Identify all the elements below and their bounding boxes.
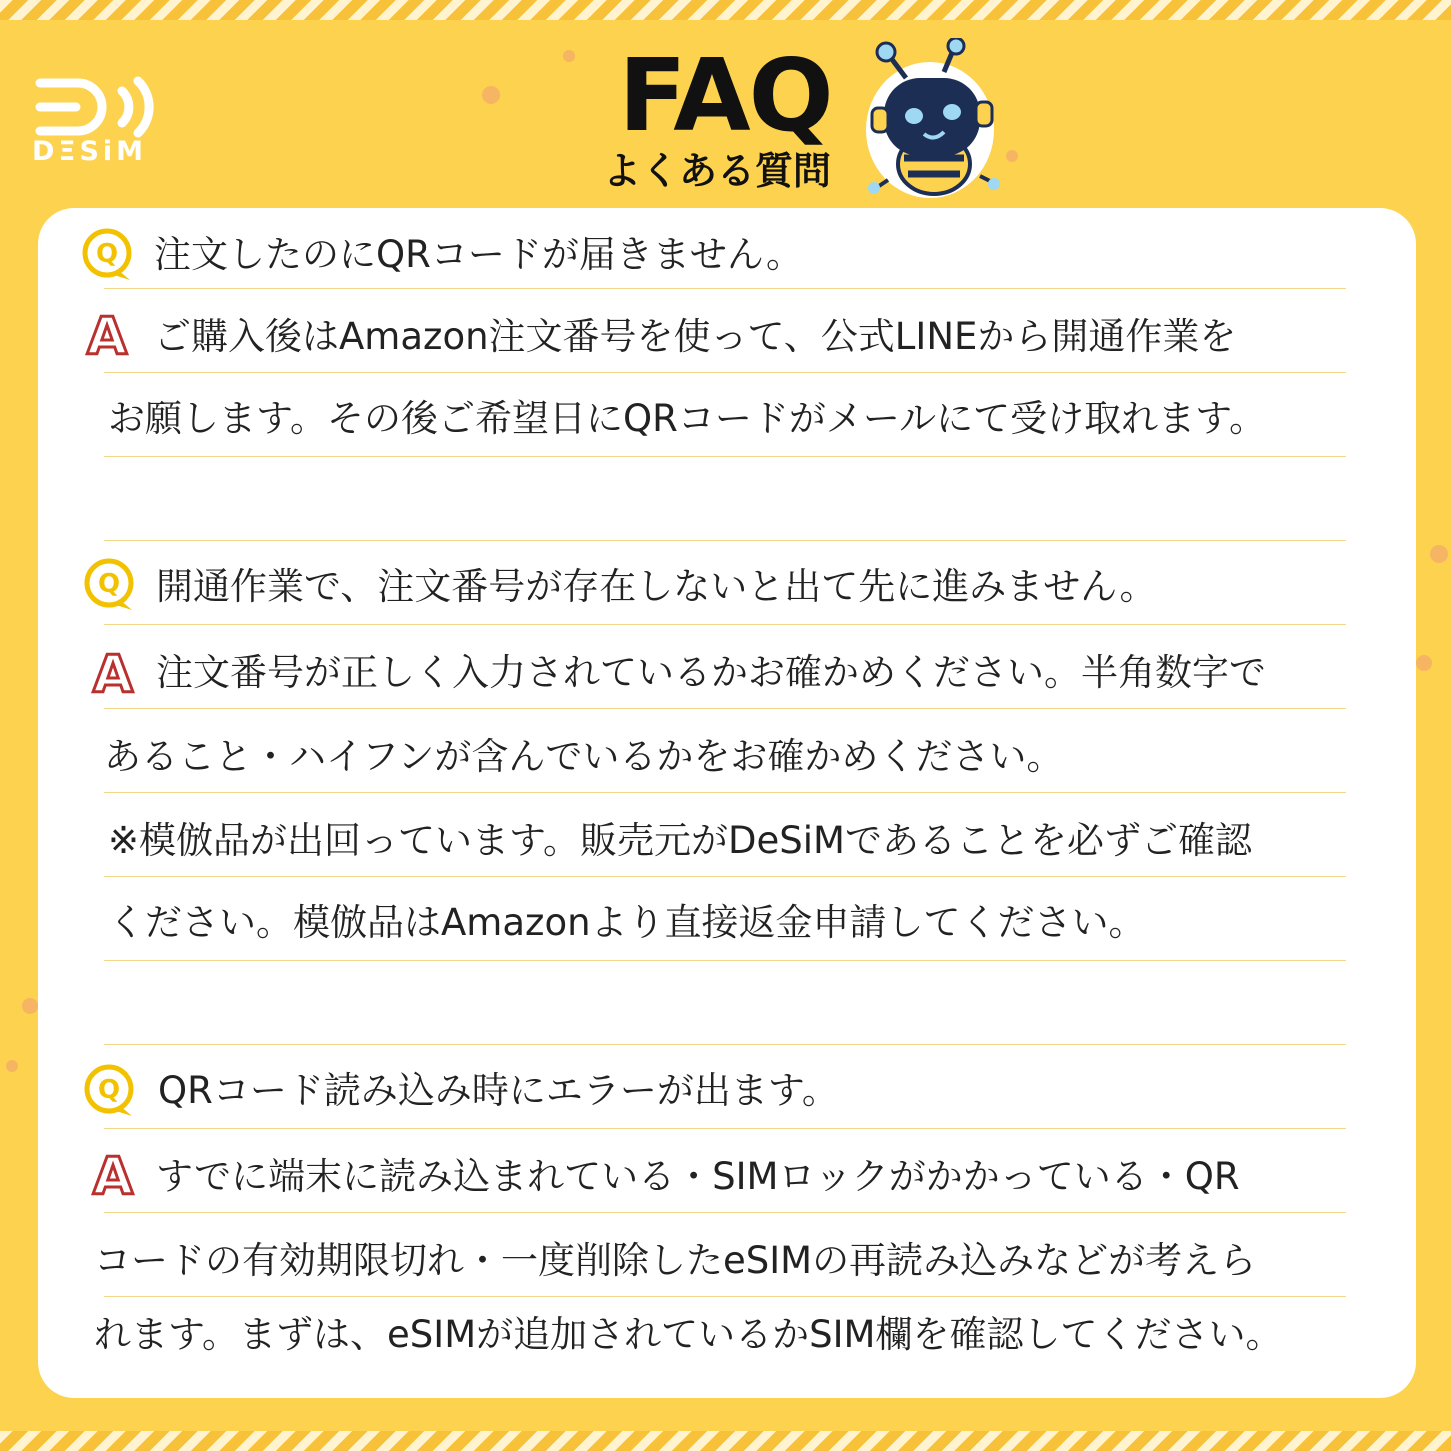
svg-text:A: A bbox=[86, 308, 128, 360]
faq-answer-1-line-1: ご購入後はAmazon注文番号を使って、公式LINEから開通作業を bbox=[154, 315, 1237, 358]
faq-question-3: QRコード読み込み時にエラーが出ます。 bbox=[158, 1069, 839, 1112]
faq-answer-3-line-3: れます。まずは、eSIMが追加されているかSIM欄を確認してください。 bbox=[94, 1313, 1283, 1356]
divider-line bbox=[104, 372, 1346, 373]
svg-text:A: A bbox=[92, 646, 134, 698]
divider-line bbox=[104, 1212, 1346, 1213]
svg-text:Q: Q bbox=[97, 569, 121, 599]
logo-text: DΞSiM bbox=[32, 136, 148, 167]
divider-line bbox=[104, 456, 1346, 457]
divider-line bbox=[104, 876, 1346, 877]
decor-dot bbox=[1416, 655, 1432, 671]
svg-text:A: A bbox=[92, 1148, 134, 1200]
a-letter-icon bbox=[86, 1148, 140, 1200]
page-title: FAQ bbox=[618, 37, 832, 154]
q-speech-bubble-icon bbox=[82, 1062, 138, 1120]
a-letter-icon bbox=[80, 308, 134, 360]
divider-line bbox=[104, 1044, 1346, 1045]
divider-line bbox=[104, 1296, 1346, 1297]
divider-line bbox=[104, 792, 1346, 793]
page-subtitle: よくある質問 bbox=[602, 149, 831, 193]
faq-question-2: 開通作業で、注文番号が存在しないと出て先に進みません。 bbox=[156, 565, 1157, 608]
q-speech-bubble-icon bbox=[82, 556, 138, 614]
faq-answer-2-line-1: 注文番号が正しく入力されているかお確かめください。半角数字で bbox=[156, 651, 1266, 694]
faq-card bbox=[38, 208, 1416, 1398]
divider-line bbox=[104, 540, 1346, 541]
q-speech-bubble-icon bbox=[80, 226, 136, 284]
divider-line bbox=[104, 1128, 1346, 1129]
faq-question-1: 注文したのにQRコードが届きません。 bbox=[154, 233, 804, 276]
svg-text:Q: Q bbox=[97, 1075, 121, 1105]
decor-dot bbox=[482, 86, 500, 104]
faq-answer-2-line-2: あること・ハイフンが含んでいるかをお確かめください。 bbox=[104, 735, 1064, 778]
decor-dot bbox=[22, 998, 38, 1014]
a-letter-icon bbox=[86, 646, 140, 698]
divider-line bbox=[104, 960, 1346, 961]
decor-dot bbox=[6, 1060, 18, 1072]
top-stripe-border bbox=[0, 0, 1451, 20]
faq-answer-3-line-1: すでに端末に読み込まれている・SIMロックがかかっている・QR bbox=[156, 1155, 1240, 1198]
divider-line bbox=[104, 288, 1346, 289]
faq-answer-1-line-2: お願します。その後ご希望日にQRコードがメールにて受け取れます。 bbox=[108, 397, 1267, 440]
bottom-stripe-border bbox=[0, 1431, 1451, 1451]
bee-robot-mascot-icon bbox=[858, 38, 1008, 208]
faq-answer-3-line-2: コードの有効期限切れ・一度削除したeSIMの再読み込みなどが考えら bbox=[94, 1239, 1257, 1282]
svg-text:Q: Q bbox=[95, 239, 119, 269]
faq-answer-2-line-4: ください。模倣品はAmazonより直接返金申請してください。 bbox=[108, 901, 1146, 944]
faq-answer-2-line-3: ※模倣品が出回っています。販売元がDeSiMであることを必ずご確認 bbox=[108, 819, 1252, 862]
divider-line bbox=[104, 708, 1346, 709]
decor-dot bbox=[563, 50, 575, 62]
divider-line bbox=[104, 624, 1346, 625]
decor-dot bbox=[1430, 545, 1448, 563]
